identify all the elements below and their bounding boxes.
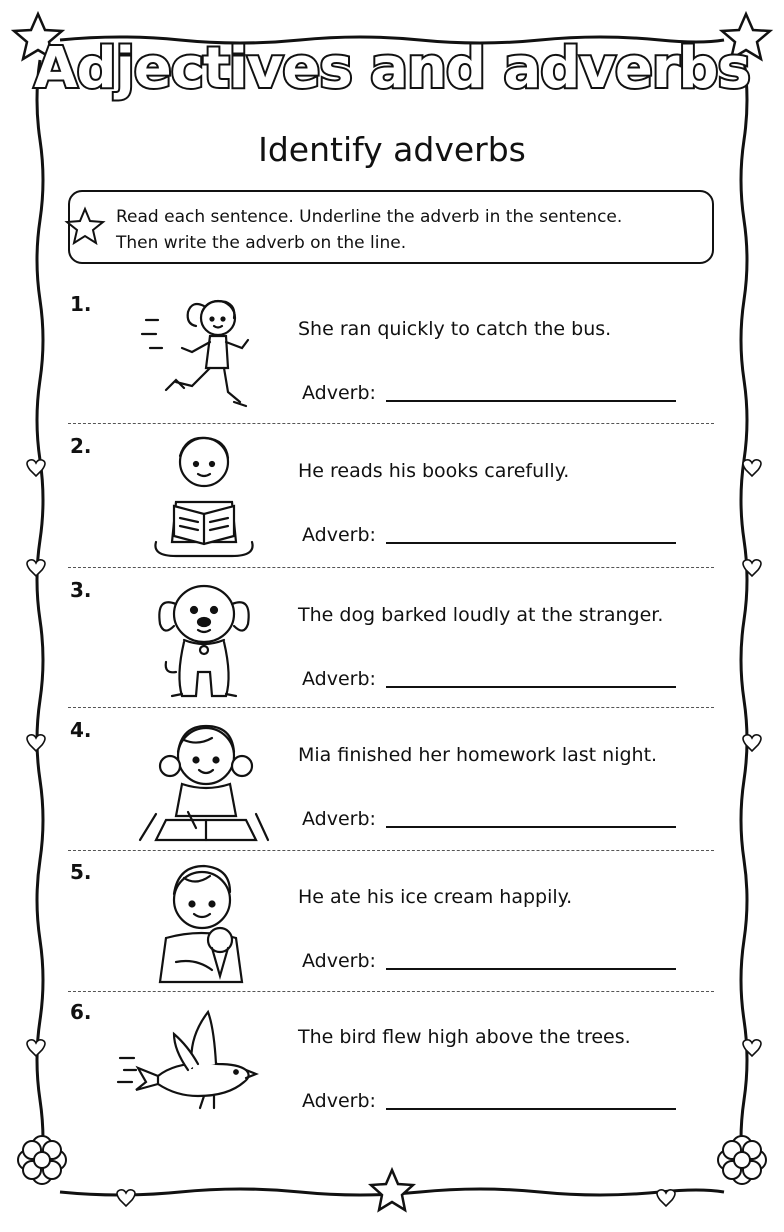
ice-cream-boy-icon: [136, 858, 272, 988]
divider: [68, 567, 714, 568]
writing-girl-icon: [136, 716, 272, 846]
exercise-item: [60, 432, 724, 576]
item-number: 3.: [70, 578, 92, 602]
adverb-answer-line[interactable]: [386, 968, 676, 970]
item-sentence: She ran quickly to catch the bus.: [298, 318, 612, 340]
dog-icon: [136, 576, 272, 706]
instructions-text: [116, 204, 622, 256]
item-sentence: He ate his ice cream happily.: [298, 886, 573, 908]
adverb-answer-line[interactable]: [386, 400, 676, 402]
divider: [68, 423, 714, 424]
adverb-answer-line[interactable]: [386, 542, 676, 544]
adverb-label: Adverb:: [302, 668, 376, 690]
item-sentence: He reads his books carefully.: [298, 460, 570, 482]
item-number: 1.: [70, 292, 92, 316]
exercise-item: [60, 998, 724, 1142]
adverb-answer-line[interactable]: [386, 686, 676, 688]
instructions-line-2: Then write the adverb on the line.: [116, 233, 407, 253]
item-number: 5.: [70, 860, 92, 884]
divider: [68, 707, 714, 708]
item-sentence: The bird flew high above the trees.: [298, 1026, 631, 1048]
adverb-answer-line[interactable]: [386, 1108, 676, 1110]
exercise-item: [60, 290, 724, 434]
adverb-label: Adverb:: [302, 382, 376, 404]
page-subtitle: Identify adverbs: [258, 130, 526, 169]
running-girl-icon: [136, 290, 272, 420]
adverb-label: Adverb:: [302, 808, 376, 830]
item-number: 6.: [70, 1000, 92, 1024]
item-number: 4.: [70, 718, 92, 742]
adverb-label: Adverb:: [302, 524, 376, 546]
star-icon: [64, 206, 106, 248]
adverb-label: Adverb:: [302, 950, 376, 972]
exercise-item: [60, 858, 724, 1002]
exercise-item: [60, 576, 724, 720]
item-number: 2.: [70, 434, 92, 458]
adverb-label: Adverb:: [302, 1090, 376, 1112]
instructions-line-1: Read each sentence. Underline the adverb in the sentence.: [116, 207, 623, 227]
flying-bird-icon: [100, 998, 272, 1128]
exercise-item: [60, 716, 724, 860]
item-sentence: Mia finished her homework last night.: [298, 744, 658, 766]
page-title: Adjectives and adverbs: [34, 36, 750, 101]
reading-boy-icon: [136, 432, 272, 562]
divider: [68, 991, 714, 992]
divider: [68, 850, 714, 851]
instructions-box: [68, 190, 714, 264]
adverb-answer-line[interactable]: [386, 826, 676, 828]
item-sentence: The dog barked loudly at the stranger.: [298, 604, 664, 626]
